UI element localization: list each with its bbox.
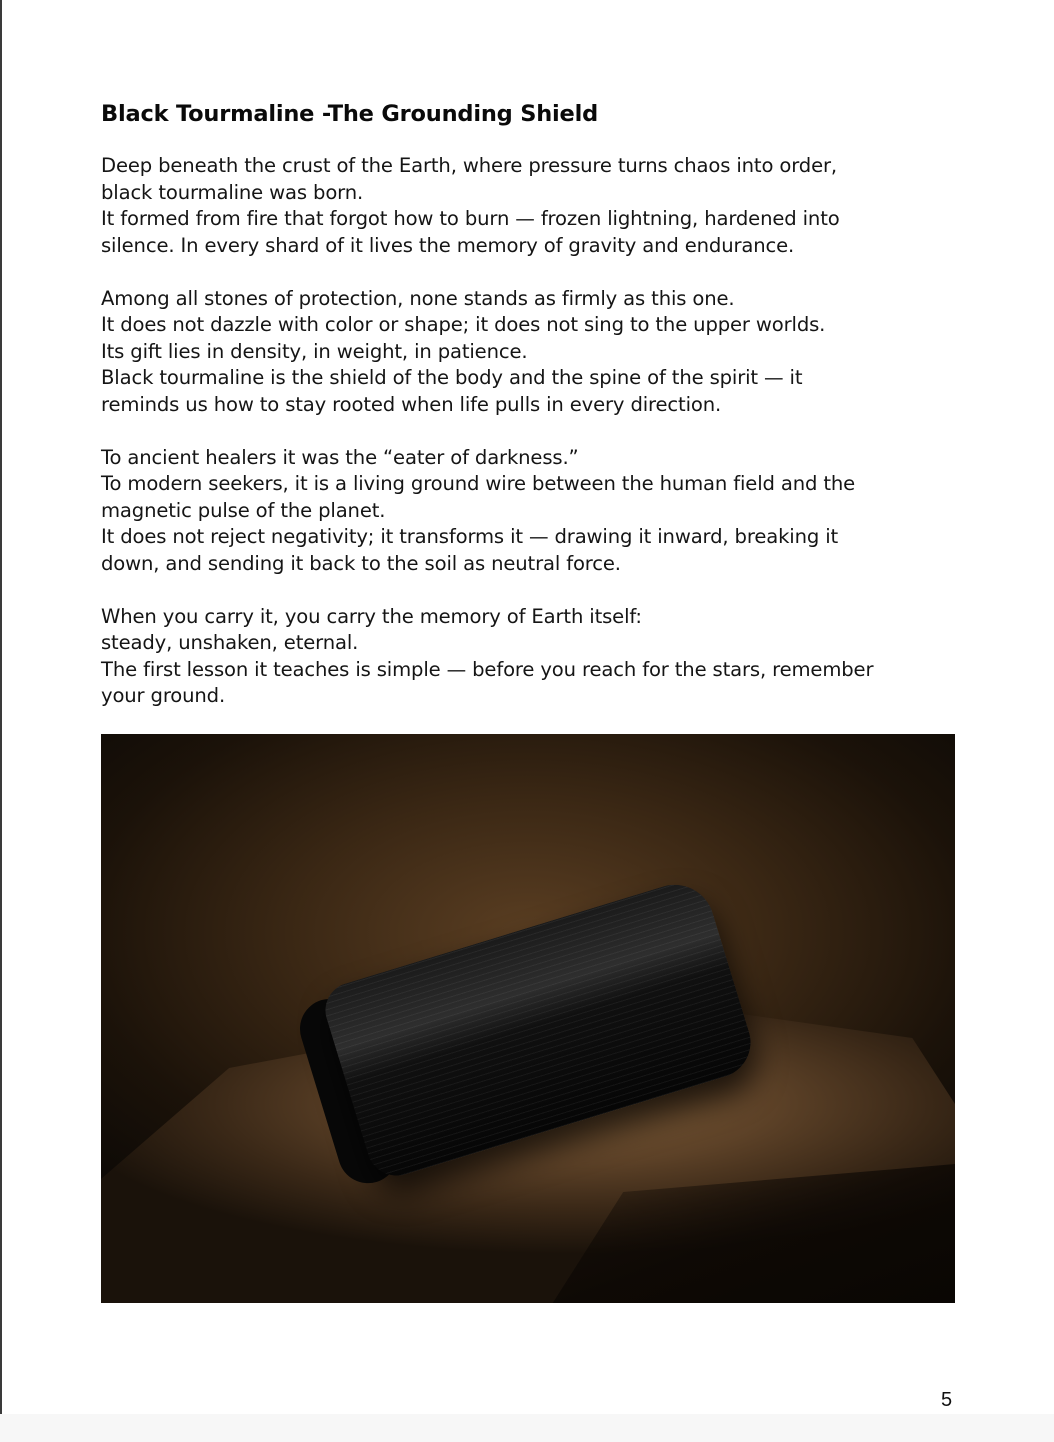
- text-line: Black tourmaline is the shield of the body and the spine of the spirit — it: [101, 366, 803, 389]
- text-line: It does not reject negativity; it transforms it — drawing it inward, breaking it: [101, 525, 839, 548]
- body-text: [101, 153, 961, 710]
- page-bottom-margin: [0, 1414, 1054, 1442]
- text-line: To ancient healers it was the “eater of darkness.”: [101, 445, 579, 469]
- text-line: It does not dazzle with color or shape; it does not sing to the upper worlds.: [101, 313, 826, 336]
- text-line: steady, unshaken, eternal.: [101, 631, 359, 654]
- page-number: 5: [941, 1389, 953, 1411]
- text-line: down, and sending it back to the soil as neutral force.: [101, 551, 621, 575]
- text-line: silence. In every shard of it lives the memory of gravity and endurance.: [101, 233, 795, 257]
- text-line: black tourmaline was born.: [101, 180, 364, 204]
- paragraph-4: [101, 604, 961, 710]
- tourmaline-photo: [101, 734, 955, 1303]
- text-line: reminds us how to stay rooted when life pulls in every direction.: [101, 392, 722, 416]
- paragraph-2: [101, 286, 961, 419]
- document-content: [101, 98, 961, 736]
- text-line: Its gift lies in density, in weight, in patience.: [101, 339, 528, 363]
- text-line: It formed from fire that forgot how to burn — frozen lightning, hardened into: [101, 207, 840, 230]
- text-line: To modern seekers, it is a living ground wire between the human field and the: [101, 472, 856, 495]
- page-left-edge: [0, 0, 2, 1442]
- paragraph-3: [101, 445, 961, 578]
- text-line: The first lesson it teaches is simple — before you reach for the stars, remember: [101, 657, 874, 681]
- text-line: your ground.: [101, 684, 226, 707]
- paragraph-1: [101, 153, 961, 259]
- text-line: magnetic pulse of the planet.: [101, 498, 386, 522]
- page-title: Black Tourmaline -The Grounding Shield: [101, 101, 599, 127]
- text-line: When you carry it, you carry the memory of Earth itself:: [101, 604, 642, 628]
- text-line: Deep beneath the crust of the Earth, where pressure turns chaos into order,: [101, 154, 837, 177]
- text-line: Among all stones of protection, none stands as firmly as this one.: [101, 286, 735, 310]
